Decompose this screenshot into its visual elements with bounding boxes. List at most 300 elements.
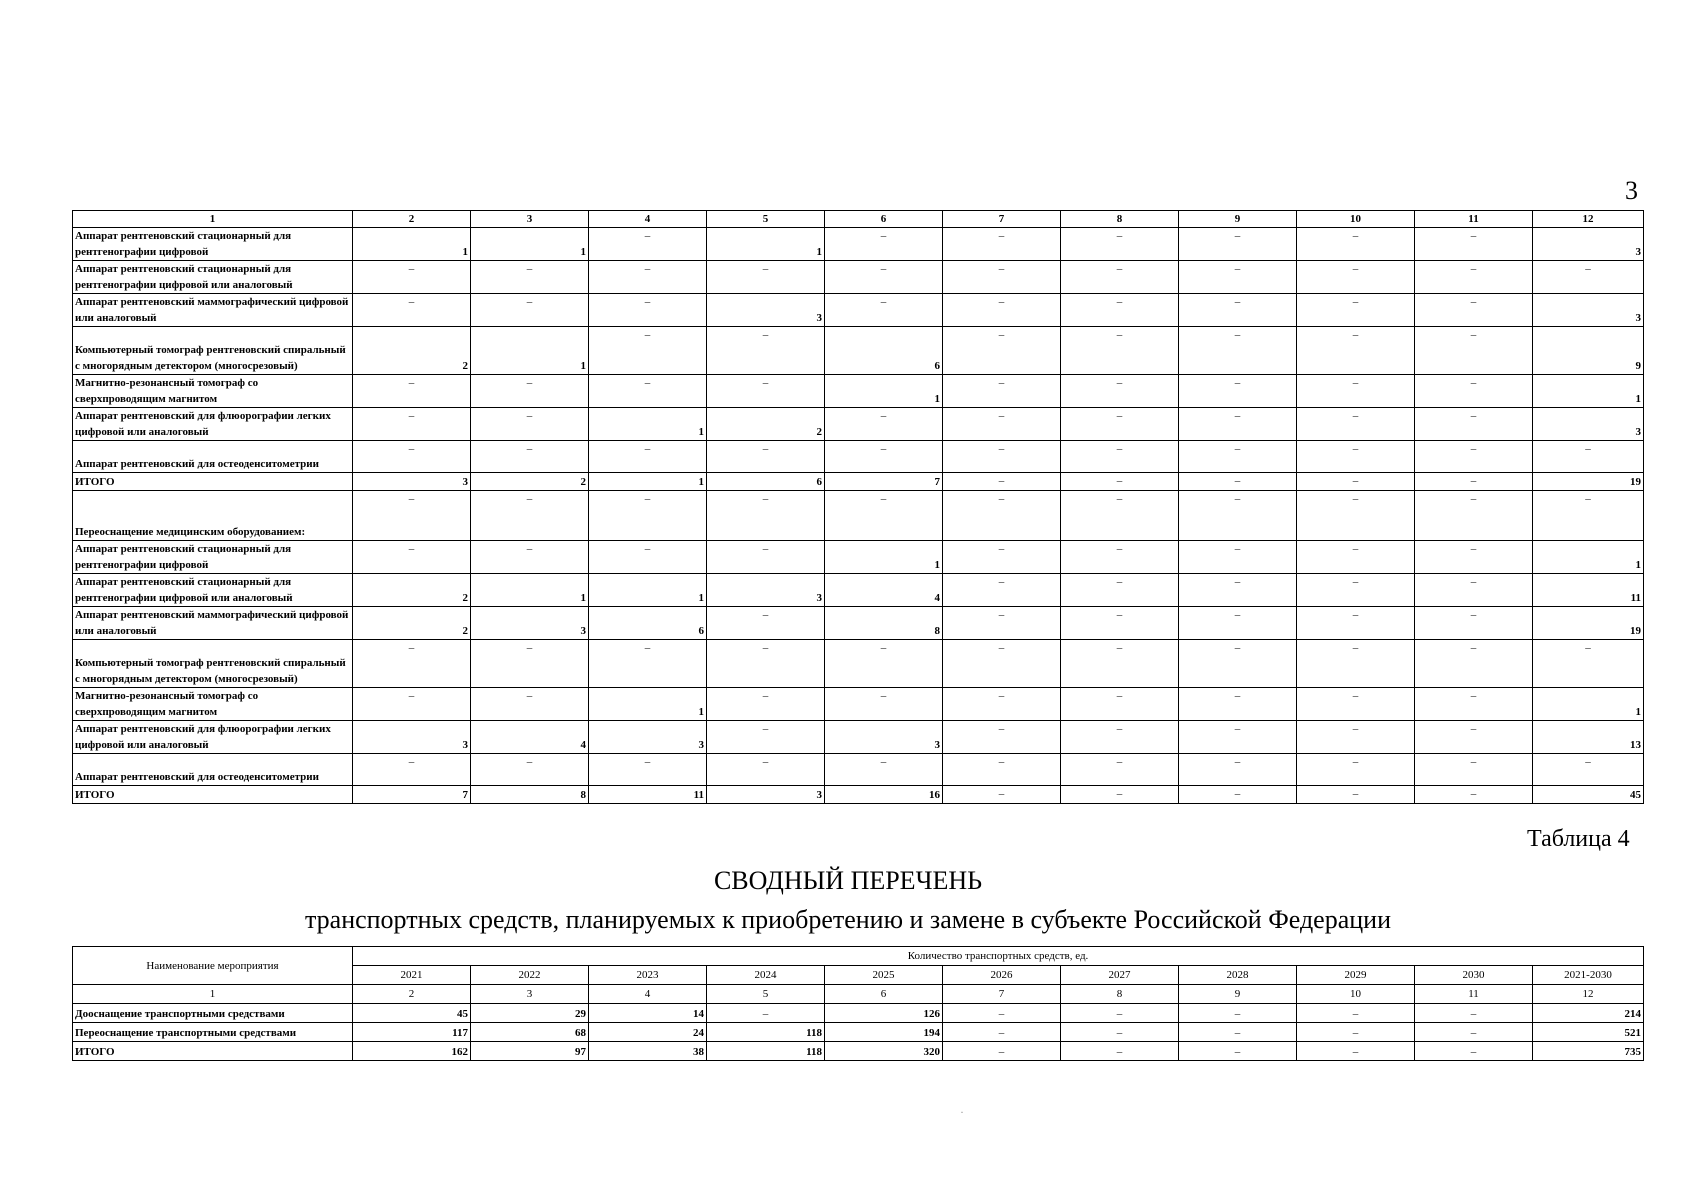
table-cell: 1: [589, 688, 707, 721]
table-cell: 3: [707, 574, 825, 607]
year-header: 2023: [589, 966, 707, 985]
table-row: [73, 408, 1644, 441]
table-cell: –: [1061, 688, 1179, 721]
column-number: 7: [943, 985, 1061, 1004]
page-number: 3: [1625, 176, 1638, 205]
table-cell: 45: [1533, 786, 1644, 804]
table-row: [73, 441, 1644, 473]
table-cell: 2: [353, 327, 471, 375]
table-cell: –: [1179, 294, 1297, 327]
table-cell: –: [1297, 1042, 1415, 1061]
table-cell: –: [589, 327, 707, 375]
table-cell: –: [1297, 786, 1415, 804]
table-cell: 24: [589, 1023, 707, 1042]
table-cell: –: [825, 441, 943, 473]
column-number: 1: [73, 985, 353, 1004]
column-number: 10: [1297, 985, 1415, 1004]
table-cell: 1: [589, 473, 707, 491]
row-name: Аппарат рентгеновский стационарный для рентгенографии цифровой: [73, 228, 353, 261]
table-cell: –: [1297, 261, 1415, 294]
table-cell: 9: [1533, 327, 1644, 375]
column-number: 9: [1179, 211, 1297, 228]
table-cell: –: [943, 1004, 1061, 1023]
table-cell: 8: [471, 786, 589, 804]
row-name: Аппарат рентгеновский маммографический цифровой или аналоговый: [73, 607, 353, 640]
table-cell: –: [1061, 541, 1179, 574]
table-cell: –: [471, 375, 589, 408]
table-cell: 3: [353, 473, 471, 491]
column-number: 6: [825, 211, 943, 228]
table-cell: –: [1179, 441, 1297, 473]
table-cell: 11: [1533, 574, 1644, 607]
table-row: [73, 228, 1644, 261]
table-cell: –: [1415, 408, 1533, 441]
table-cell: 1: [589, 574, 707, 607]
table-cell: –: [1415, 261, 1533, 294]
table-cell: –: [1297, 1004, 1415, 1023]
year-header: 2022: [471, 966, 589, 985]
table-cell: –: [471, 640, 589, 688]
table-cell: –: [1415, 574, 1533, 607]
row-name: Аппарат рентгеновский для флюорографии легких цифровой или аналоговый: [73, 721, 353, 754]
table-cell: –: [1179, 1004, 1297, 1023]
table-cell: –: [1297, 491, 1415, 541]
table-cell: –: [1533, 754, 1644, 786]
table-cell: –: [1061, 441, 1179, 473]
group-header: Количество транспортных средств, ед.: [353, 947, 1644, 966]
table-cell: –: [1061, 294, 1179, 327]
table-cell: 1: [1533, 541, 1644, 574]
table-cell: –: [589, 294, 707, 327]
table-cell: –: [943, 541, 1061, 574]
column-number-row: [73, 985, 1644, 1004]
table-cell: –: [1061, 261, 1179, 294]
table-cell: –: [707, 491, 825, 541]
table-cell: 2: [471, 473, 589, 491]
table-cell: –: [1179, 754, 1297, 786]
table-cell: 162: [353, 1042, 471, 1061]
table-cell: –: [825, 688, 943, 721]
table-cell: –: [1179, 688, 1297, 721]
table-cell: –: [1415, 640, 1533, 688]
table-cell: –: [1415, 327, 1533, 375]
table-cell: 6: [589, 607, 707, 640]
table-cell: –: [1061, 1042, 1179, 1061]
table-cell: –: [471, 541, 589, 574]
table-cell: 194: [825, 1023, 943, 1042]
table-row: [73, 1004, 1644, 1023]
name-header: Наименование мероприятия: [73, 947, 353, 985]
table-cell: –: [1061, 408, 1179, 441]
table-cell: –: [1297, 294, 1415, 327]
table-cell: 16: [825, 786, 943, 804]
table-cell: –: [1179, 473, 1297, 491]
table-cell: –: [1179, 786, 1297, 804]
table-cell: –: [825, 491, 943, 541]
table-cell: 1: [707, 228, 825, 261]
column-number: 6: [825, 985, 943, 1004]
table-cell: –: [1297, 688, 1415, 721]
row-name: Компьютерный томограф рентгеновский спиральный с многорядным детектором (многосрезовый): [73, 327, 353, 375]
table-cell: –: [707, 441, 825, 473]
table-cell: –: [1533, 640, 1644, 688]
row-name: ИТОГО: [73, 786, 353, 804]
table-cell: –: [1179, 541, 1297, 574]
table-cell: –: [353, 441, 471, 473]
table-cell: –: [1415, 491, 1533, 541]
table-cell: 97: [471, 1042, 589, 1061]
table-cell: –: [1415, 1023, 1533, 1042]
table-cell: –: [1179, 1023, 1297, 1042]
table-cell: –: [353, 541, 471, 574]
table-cell: –: [1061, 640, 1179, 688]
transport-table: [72, 946, 1644, 1061]
table-cell: 2: [707, 408, 825, 441]
table-cell: –: [943, 786, 1061, 804]
table-cell: –: [825, 228, 943, 261]
table-cell: 11: [589, 786, 707, 804]
table-cell: –: [707, 1004, 825, 1023]
table-cell: 214: [1533, 1004, 1644, 1023]
table-cell: –: [1061, 228, 1179, 261]
table-cell: –: [1061, 754, 1179, 786]
table-cell: –: [943, 408, 1061, 441]
table-cell: –: [1179, 408, 1297, 441]
table-cell: 1: [825, 375, 943, 408]
table-cell: –: [707, 375, 825, 408]
column-number: 9: [1179, 985, 1297, 1004]
row-name: Аппарат рентгеновский стационарный для рентгенографии цифровой или аналоговый: [73, 574, 353, 607]
year-header: 2028: [1179, 966, 1297, 985]
table-cell: 13: [1533, 721, 1644, 754]
table-cell: 6: [707, 473, 825, 491]
table-cell: 19: [1533, 473, 1644, 491]
table-cell: 68: [471, 1023, 589, 1042]
table-cell: –: [1415, 607, 1533, 640]
table-cell: –: [1061, 1004, 1179, 1023]
table-cell: 3: [707, 786, 825, 804]
row-name: Дооснащение транспортными средствами: [73, 1004, 353, 1023]
table-cell: –: [1179, 607, 1297, 640]
table-cell: –: [1415, 294, 1533, 327]
table-cell: 4: [471, 721, 589, 754]
column-number: 11: [1415, 211, 1533, 228]
table-cell: 117: [353, 1023, 471, 1042]
table-row: [73, 541, 1644, 574]
table-cell: –: [1179, 574, 1297, 607]
table-cell: 1: [353, 228, 471, 261]
table-cell: 2: [353, 607, 471, 640]
table-cell: –: [1415, 228, 1533, 261]
table-cell: 3: [1533, 228, 1644, 261]
table-cell: –: [1061, 786, 1179, 804]
table-cell: –: [353, 375, 471, 408]
table-cell: –: [1061, 1023, 1179, 1042]
table-cell: –: [707, 640, 825, 688]
table-cell: 14: [589, 1004, 707, 1023]
column-number: 3: [471, 985, 589, 1004]
table-cell: –: [353, 408, 471, 441]
table-cell: –: [353, 294, 471, 327]
table-row: [73, 607, 1644, 640]
table-cell: 126: [825, 1004, 943, 1023]
column-number: 12: [1533, 211, 1644, 228]
table-row: [73, 688, 1644, 721]
table-cell: –: [471, 294, 589, 327]
table-row: [73, 491, 1644, 541]
table-cell: –: [1415, 473, 1533, 491]
table-cell: –: [589, 228, 707, 261]
year-header: 2026: [943, 966, 1061, 985]
table-row: [73, 1042, 1644, 1061]
table-cell: 3: [825, 721, 943, 754]
page-subtitle: транспортных средств, планируемых к приобретению и замене в субъекте Российской Федерации: [304, 905, 1392, 934]
table-row: [73, 754, 1644, 786]
table-cell: 1: [1533, 688, 1644, 721]
table-cell: –: [1415, 721, 1533, 754]
row-name: Компьютерный томограф рентгеновский спиральный с многорядным детектором (многосрезовый): [73, 640, 353, 688]
table-cell: –: [471, 408, 589, 441]
table-cell: 19: [1533, 607, 1644, 640]
table-cell: –: [1179, 261, 1297, 294]
table-cell: –: [707, 754, 825, 786]
table-cell: 8: [825, 607, 943, 640]
table-row: [73, 473, 1644, 491]
table-cell: –: [1179, 228, 1297, 261]
row-name: Аппарат рентгеновский стационарный для рентгенографии цифровой: [73, 541, 353, 574]
table-cell: –: [943, 754, 1061, 786]
table-row: [73, 574, 1644, 607]
table-label: Таблица 4: [1527, 826, 1630, 852]
row-name: Аппарат рентгеновский для остеоденситометрии: [73, 441, 353, 473]
table-cell: –: [471, 754, 589, 786]
column-number: 4: [589, 211, 707, 228]
table-row: [73, 375, 1644, 408]
table-cell: –: [353, 491, 471, 541]
table-cell: –: [1297, 327, 1415, 375]
table-cell: 3: [707, 294, 825, 327]
column-number: 2: [353, 985, 471, 1004]
column-number: 11: [1415, 985, 1533, 1004]
table-cell: –: [1061, 375, 1179, 408]
table-cell: 1: [471, 574, 589, 607]
table-cell: 45: [353, 1004, 471, 1023]
equipment-table: [72, 210, 1644, 804]
row-name: Аппарат рентгеновский маммографический цифровой или аналоговый: [73, 294, 353, 327]
column-number: 7: [943, 211, 1061, 228]
scan-speck: ·: [960, 1105, 964, 1119]
table-cell: –: [707, 541, 825, 574]
table-cell: –: [707, 688, 825, 721]
table-cell: –: [1179, 1042, 1297, 1061]
column-number: 5: [707, 985, 825, 1004]
year-header: 2027: [1061, 966, 1179, 985]
column-number: 12: [1533, 985, 1644, 1004]
table-cell: –: [589, 541, 707, 574]
year-header: 2025: [825, 966, 943, 985]
table-cell: 118: [707, 1023, 825, 1042]
table-cell: –: [1297, 574, 1415, 607]
table-cell: –: [1415, 754, 1533, 786]
column-number: 3: [471, 211, 589, 228]
table-cell: –: [707, 261, 825, 294]
table-cell: –: [353, 688, 471, 721]
row-name: Аппарат рентгеновский для флюорографии легких цифровой или аналоговый: [73, 408, 353, 441]
row-name: Магнитно-резонансный томограф со сверхпроводящим магнитом: [73, 375, 353, 408]
table-cell: 118: [707, 1042, 825, 1061]
table-cell: –: [943, 375, 1061, 408]
column-number: 8: [1061, 211, 1179, 228]
column-number: 5: [707, 211, 825, 228]
table-cell: –: [943, 574, 1061, 607]
table-cell: –: [589, 640, 707, 688]
table-cell: –: [943, 1023, 1061, 1042]
table-cell: 3: [589, 721, 707, 754]
table-cell: –: [1415, 1004, 1533, 1023]
table-cell: –: [707, 721, 825, 754]
year-header: 2021-2030: [1533, 966, 1644, 985]
table-cell: –: [943, 607, 1061, 640]
table-cell: –: [707, 327, 825, 375]
column-number: 8: [1061, 985, 1179, 1004]
year-header: 2024: [707, 966, 825, 985]
table-cell: –: [825, 754, 943, 786]
row-name: ИТОГО: [73, 473, 353, 491]
table-cell: 2: [353, 574, 471, 607]
table-cell: –: [1415, 541, 1533, 574]
table-cell: 3: [353, 721, 471, 754]
table-cell: –: [353, 261, 471, 294]
table-cell: –: [1061, 607, 1179, 640]
table-cell: –: [707, 607, 825, 640]
table-cell: –: [1297, 228, 1415, 261]
table-cell: 4: [825, 574, 943, 607]
table-cell: –: [1297, 1023, 1415, 1042]
table-cell: –: [1415, 1042, 1533, 1061]
table-cell: 29: [471, 1004, 589, 1023]
table-row: [73, 327, 1644, 375]
table-cell: –: [1179, 375, 1297, 408]
year-header: 2029: [1297, 966, 1415, 985]
table-cell: –: [353, 640, 471, 688]
header-row: [73, 211, 1644, 228]
table-cell: –: [943, 640, 1061, 688]
table-row: [73, 294, 1644, 327]
column-number: 10: [1297, 211, 1415, 228]
table-cell: 3: [1533, 294, 1644, 327]
table-cell: –: [1415, 786, 1533, 804]
table-cell: –: [1061, 721, 1179, 754]
table-cell: –: [943, 441, 1061, 473]
table-cell: –: [1179, 721, 1297, 754]
table-cell: –: [471, 491, 589, 541]
table-cell: 521: [1533, 1023, 1644, 1042]
table-cell: –: [589, 441, 707, 473]
row-name: Магнитно-резонансный томограф со сверхпроводящим магнитом: [73, 688, 353, 721]
table-cell: –: [1415, 688, 1533, 721]
table-cell: –: [943, 327, 1061, 375]
table-cell: –: [943, 688, 1061, 721]
table-cell: 3: [1533, 408, 1644, 441]
table-cell: –: [1297, 607, 1415, 640]
table-cell: –: [1179, 491, 1297, 541]
table-cell: –: [943, 294, 1061, 327]
table-cell: 320: [825, 1042, 943, 1061]
row-name: Аппарат рентгеновский стационарный для рентгенографии цифровой или аналоговый: [73, 261, 353, 294]
table-cell: –: [825, 640, 943, 688]
table-row: [73, 721, 1644, 754]
row-name: Аппарат рентгеновский для остеоденситометрии: [73, 754, 353, 786]
table-cell: –: [1297, 473, 1415, 491]
table-row: [73, 640, 1644, 688]
table-cell: –: [1061, 473, 1179, 491]
table-cell: –: [1533, 261, 1644, 294]
table-cell: –: [1061, 327, 1179, 375]
table-cell: –: [1415, 375, 1533, 408]
table-cell: –: [1297, 754, 1415, 786]
row-name: ИТОГО: [73, 1042, 353, 1061]
table-cell: –: [943, 228, 1061, 261]
table-cell: –: [1179, 327, 1297, 375]
table-cell: –: [1297, 375, 1415, 408]
table-cell: –: [1179, 640, 1297, 688]
table-cell: –: [825, 408, 943, 441]
table-cell: 38: [589, 1042, 707, 1061]
table-cell: –: [589, 375, 707, 408]
table-cell: –: [471, 441, 589, 473]
table-cell: 7: [353, 786, 471, 804]
table-cell: 7: [825, 473, 943, 491]
table-cell: 1: [825, 541, 943, 574]
table-cell: –: [589, 491, 707, 541]
table-cell: –: [943, 491, 1061, 541]
column-number: 4: [589, 985, 707, 1004]
table-cell: –: [1415, 441, 1533, 473]
column-number: 1: [73, 211, 353, 228]
table-cell: 735: [1533, 1042, 1644, 1061]
table-cell: 3: [471, 607, 589, 640]
table-cell: –: [589, 754, 707, 786]
year-header: 2021: [353, 966, 471, 985]
table-row: [73, 786, 1644, 804]
page-title: СВОДНЫЙ ПЕРЕЧЕНЬ: [713, 866, 983, 895]
table-cell: –: [1533, 491, 1644, 541]
table-cell: –: [353, 754, 471, 786]
row-name: Переоснащение медицинским оборудованием:: [73, 491, 353, 541]
table-cell: –: [825, 261, 943, 294]
table-cell: –: [1297, 721, 1415, 754]
table-row: [73, 261, 1644, 294]
table-cell: 1: [589, 408, 707, 441]
table-cell: 1: [471, 228, 589, 261]
table-cell: –: [943, 261, 1061, 294]
table-cell: –: [1297, 541, 1415, 574]
row-name: Переоснащение транспортными средствами: [73, 1023, 353, 1042]
table-cell: –: [589, 261, 707, 294]
table-cell: –: [1533, 441, 1644, 473]
table-cell: –: [471, 688, 589, 721]
table-cell: –: [1061, 574, 1179, 607]
column-number: 2: [353, 211, 471, 228]
table-cell: –: [943, 1042, 1061, 1061]
table-cell: –: [1297, 640, 1415, 688]
table-cell: –: [1061, 491, 1179, 541]
table-cell: –: [943, 473, 1061, 491]
table-cell: 1: [1533, 375, 1644, 408]
table-cell: –: [825, 294, 943, 327]
table-cell: –: [1297, 408, 1415, 441]
year-header: 2030: [1415, 966, 1533, 985]
